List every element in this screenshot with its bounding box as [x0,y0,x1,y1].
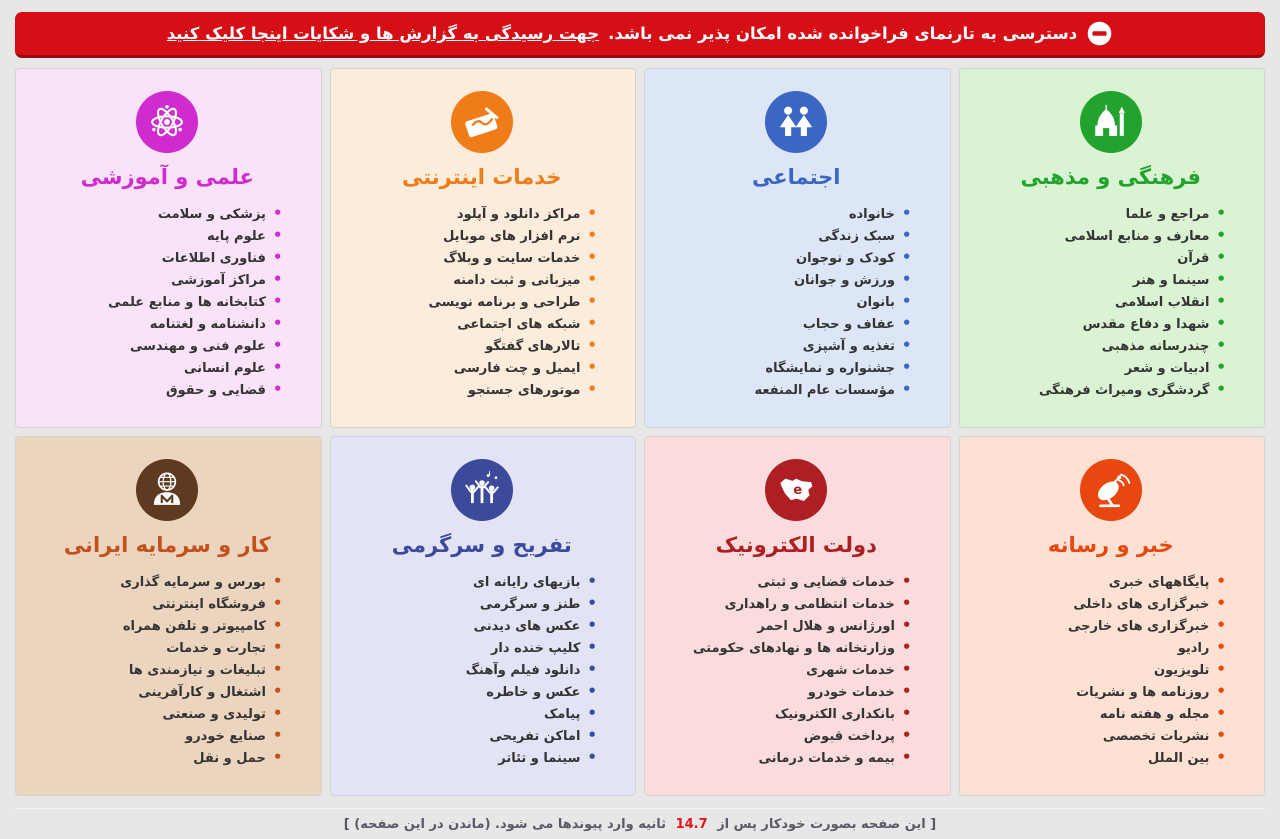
category-link[interactable]: • خبرگزاری های خارجی [976,615,1227,637]
category-link[interactable]: • فروشگاه اینترنتی [32,593,283,615]
category-title[interactable]: فرهنگی و مذهبی [1020,165,1202,189]
category-link[interactable]: • اشتغال و کارآفرینی [32,681,283,703]
category-link[interactable]: • نرم افزار های موبایل [347,225,598,247]
category-link[interactable]: • ایمیل و چت فارسی [347,357,598,379]
category-link[interactable]: • طنز و سرگرمی [347,593,598,615]
category-link[interactable]: • اورژانس و هلال احمر [661,615,912,637]
category-title[interactable]: علمی و آموزشی [80,165,254,189]
category-link[interactable]: • شهدا و دفاع مقدس [976,313,1227,335]
category-list [341,571,624,769]
category-link[interactable]: • کلیپ خنده دار [347,637,598,659]
category-link[interactable]: • جشنواره و نمایشگاه [661,357,912,379]
category-list [26,203,309,401]
category-link[interactable]: • بورس و سرمایه گذاری [32,571,283,593]
category-link[interactable]: • مراجع و علما [976,203,1227,225]
category-link[interactable]: • قضایی و حقوق [32,379,283,401]
category-link[interactable]: • وزارتخانه ها و نهادهای حکومتی [661,637,912,659]
category-link[interactable]: • حمل و نقل [32,747,283,769]
category-link[interactable]: • ورزش و جوانان [661,269,912,291]
iran-map-icon [765,459,827,521]
category-link[interactable]: • صنایع خودرو [32,725,283,747]
no-entry-icon [1086,20,1113,47]
category-link[interactable]: • بانوان [661,291,912,313]
category-link[interactable]: • معارف و منابع اسلامی [976,225,1227,247]
category-link[interactable]: • چندرسانه مذهبی [976,335,1227,357]
category-link[interactable]: • پرداخت قبوض [661,725,912,747]
category-link[interactable]: • مجله و هفته نامه [976,703,1227,725]
auto-redirect-footer [15,808,1265,832]
category-link[interactable]: • تولیدی و صنعتی [32,703,283,725]
category-link[interactable]: • عفاف و حجاب [661,313,912,335]
satellite-dish-icon [1080,459,1142,521]
category-link[interactable]: • خدمات انتظامی و راهداری [661,593,912,615]
category-link[interactable]: • پیامک [347,703,598,725]
stay-on-page-link[interactable]: (ماندن در این صفحه) ] [343,817,491,832]
category-list [970,203,1253,401]
atom-icon [136,91,198,153]
category-link[interactable]: • علوم فنی و مهندسی [32,335,283,357]
category-link[interactable]: • میزبانی و ثبت دامنه [347,269,598,291]
category-title[interactable]: دولت الکترونیک [715,533,877,557]
category-title[interactable]: کار و سرمایه ایرانی [63,533,271,557]
category-link[interactable]: • بیمه و خدمات درمانی [661,747,912,769]
category-link[interactable]: • دانشنامه و لغتنامه [32,313,283,335]
category-title[interactable]: خدمات اینترنتی [401,165,562,189]
category-link[interactable]: • خدمات سایت و وبلاگ [347,247,598,269]
category-link[interactable]: • کامپیوتر و تلفن همراه [32,615,283,637]
category-link[interactable]: • بازیهای رایانه ای [347,571,598,593]
category-card-social [644,68,951,428]
category-link[interactable]: • پزشکی و سلامت [32,203,283,225]
category-title[interactable]: تفریح و سرگرمی [391,533,572,557]
footer-text-before: [ این صفحه بصورت خودکار پس از [717,817,937,832]
category-link[interactable]: • مؤسسات عام المنفعه [661,379,912,401]
mosque-icon [1080,91,1142,153]
redirect-countdown: 14.7 [675,817,708,832]
category-link[interactable]: • موتورهای جستجو [347,379,598,401]
category-link[interactable]: • خدمات قضایی و ثبتی [661,571,912,593]
complaints-link[interactable]: جهت رسیدگی به گزارش ها و شکایات اینجا کلیک کنید [166,24,600,43]
category-link[interactable]: • خبرگزاری های داخلی [976,593,1227,615]
worker-globe-icon [136,459,198,521]
category-link[interactable]: • تغذیه و آشپزی [661,335,912,357]
category-link[interactable]: • عکس های دیدنی [347,615,598,637]
category-link[interactable]: • تالارهای گفتگو [347,335,598,357]
category-link[interactable]: • سینما و تئاتر [347,747,598,769]
category-list [341,203,624,401]
category-link[interactable]: • پایگاههای خبری [976,571,1227,593]
category-link[interactable]: • علوم پایه [32,225,283,247]
category-card-cultural-religious [959,68,1266,428]
category-link[interactable]: • تبلیغات و نیازمندی ها [32,659,283,681]
category-link[interactable]: • فناوری اطلاعات [32,247,283,269]
category-link[interactable]: • سبک زندگی [661,225,912,247]
celebration-icon [451,459,513,521]
family-icon [765,91,827,153]
category-link[interactable]: • نشریات تخصصی [976,725,1227,747]
category-card-internet-services [330,68,637,428]
banner-message: دسترسی به تارنمای فراخوانده شده امکان پذیر نمی باشد. [608,24,1078,43]
category-link[interactable]: • کودک و نوجوان [661,247,912,269]
category-link[interactable]: • گردشگری ومیراث فرهنگی [976,379,1227,401]
category-card-work-capital [15,436,322,796]
category-card-science-education [15,68,322,428]
category-link[interactable]: • قرآن [976,247,1227,269]
footer-text-after: ثانیه وارد پیوندها می شود. [495,817,667,832]
category-link[interactable]: • بانکداری الکترونیک [661,703,912,725]
category-link[interactable]: • بین الملل [976,747,1227,769]
category-link[interactable]: • خانواده [661,203,912,225]
category-link[interactable]: • شبکه های اجتماعی [347,313,598,335]
category-card-entertainment [330,436,637,796]
category-link[interactable]: • دانلود فیلم وآهنگ [347,659,598,681]
category-link[interactable]: • سینما و هنر [976,269,1227,291]
category-link[interactable]: • تجارت و خدمات [32,637,283,659]
category-title[interactable]: اجتماعی [752,165,841,189]
tag-pencil-icon [451,91,513,153]
category-link[interactable]: • مراکز دانلود و آپلود [347,203,598,225]
blocked-access-banner [15,12,1265,58]
category-link[interactable]: • روزنامه ها و نشریات [976,681,1227,703]
category-card-news-media [959,436,1266,796]
category-list [655,571,938,769]
category-list [970,571,1253,769]
category-list [655,203,938,401]
category-link[interactable]: • کتابخانه ها و منابع علمی [32,291,283,313]
svg-text:e: e [793,482,803,498]
category-grid [15,68,1265,796]
category-link[interactable]: • عکس و خاطره [347,681,598,703]
category-link[interactable]: • علوم انسانی [32,357,283,379]
category-link[interactable]: • طراحی و برنامه نویسی [347,291,598,313]
category-link[interactable]: • تلویزیون [976,659,1227,681]
category-list [26,571,309,769]
category-card-e-government [644,436,951,796]
category-link[interactable]: • مراکز آموزشی [32,269,283,291]
category-link[interactable]: • خدمات شهری [661,659,912,681]
category-link[interactable]: • ادبیات و شعر [976,357,1227,379]
category-link[interactable]: • خدمات خودرو [661,681,912,703]
category-link[interactable]: • انقلاب اسلامی [976,291,1227,313]
category-title[interactable]: خبر و رسانه [1047,533,1174,557]
category-link[interactable]: • اماکن تفریحی [347,725,598,747]
category-link[interactable]: • رادیو [976,637,1227,659]
